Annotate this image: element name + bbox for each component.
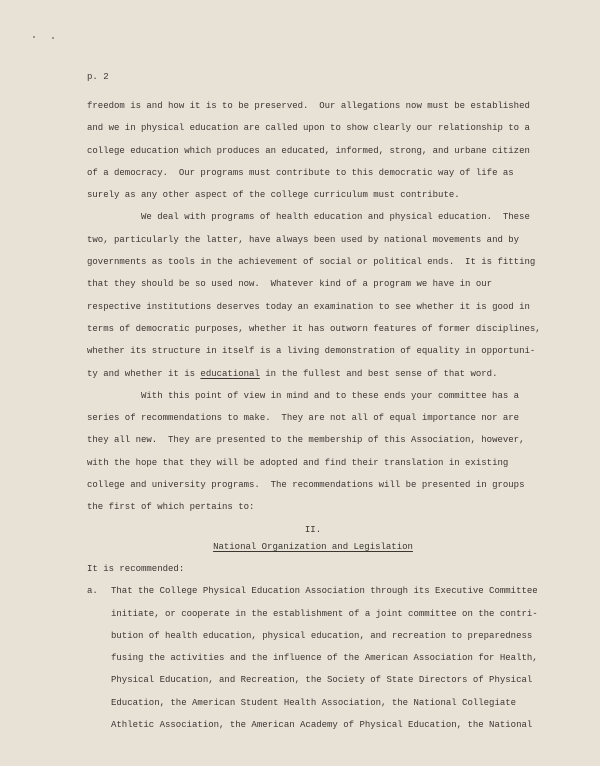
text-line: that they should be so used now. Whatever kind of a program we have in our <box>87 279 493 290</box>
paragraph-3 <box>87 385 557 519</box>
text-line: and we in physical education are called upon to show clearly our relationship to a <box>87 123 530 134</box>
text-line: whether its structure in itself is a living demonstration of equality in opportuni- <box>87 346 536 357</box>
text-line: with the hope that they will be adopted and find their translation in existing <box>87 457 509 468</box>
text-line: series of recommendations to make. They are not all of equal importance nor are <box>87 413 520 424</box>
intro-line: It is recommended: <box>87 563 185 574</box>
text-span: ty and whether it is <box>87 368 201 379</box>
list-marker: a. <box>87 586 98 597</box>
text-line: Athletic Association, the American Academy of Physical Education, the National <box>111 720 533 731</box>
text-line: the first of which pertains to: <box>87 502 255 513</box>
text-line: Education, the American Student Health Association, the National Collegiate <box>111 697 517 708</box>
text-span: in the fullest and best sense of that word. <box>259 368 498 379</box>
text-line <box>87 363 557 385</box>
page-number: p. 2 <box>87 72 109 82</box>
list-item <box>87 580 557 736</box>
text-line: initiate, or cooperate in the establishment of a joint committee on the contri- <box>111 608 538 619</box>
underlined-word: educational <box>200 368 260 379</box>
typed-text <box>87 66 557 736</box>
text-line: respective institutions deserves today an examination to see whether it is good in <box>87 301 530 312</box>
text-line: We deal with programs of health education and physical education. These <box>141 212 530 223</box>
text-line: of a democracy. Our programs must contribute to this democratic way of life as <box>87 167 514 178</box>
section-title-text: National Organization and Legislation <box>213 541 413 552</box>
text-line: governments as tools in the achievement of social or political ends. It is fitting <box>87 257 536 268</box>
text-line: fusing the activities and the influence of the American Association for Health, <box>111 653 538 664</box>
section-title <box>87 536 539 558</box>
paragraph-1 <box>87 95 557 206</box>
text-line: That the College Physical Education Association through its Executive Committee <box>111 586 538 597</box>
section-number: II. <box>304 524 322 535</box>
paragraph-2 <box>87 206 557 384</box>
paper-speck <box>52 37 54 39</box>
text-line: two, particularly the latter, have always been used by national movements and by <box>87 234 520 245</box>
text-line: they all new. They are presented to the membership of this Association, however, <box>87 435 525 446</box>
text-line: terms of democratic purposes, whether it has outworn features of former disciplines, <box>87 323 541 334</box>
text-line: With this point of view in mind and to these ends your committee has a <box>141 390 520 401</box>
text-line: freedom is and how it is to be preserved. Our allegations now must be established <box>87 101 530 111</box>
text-line: college education which produces an educated, informed, strong, and urbane citizen <box>87 145 530 156</box>
paper-speck <box>33 36 35 38</box>
text-line: surely as any other aspect of the college curriculum must contribute. <box>87 190 460 201</box>
text-line: bution of health education, physical education, and recreation to preparedness <box>111 630 533 641</box>
text-line: Physical Education, and Recreation, the Society of State Directors of Physical <box>111 675 533 686</box>
text-line: college and university programs. The recommendations will be presented in groups <box>87 480 525 491</box>
